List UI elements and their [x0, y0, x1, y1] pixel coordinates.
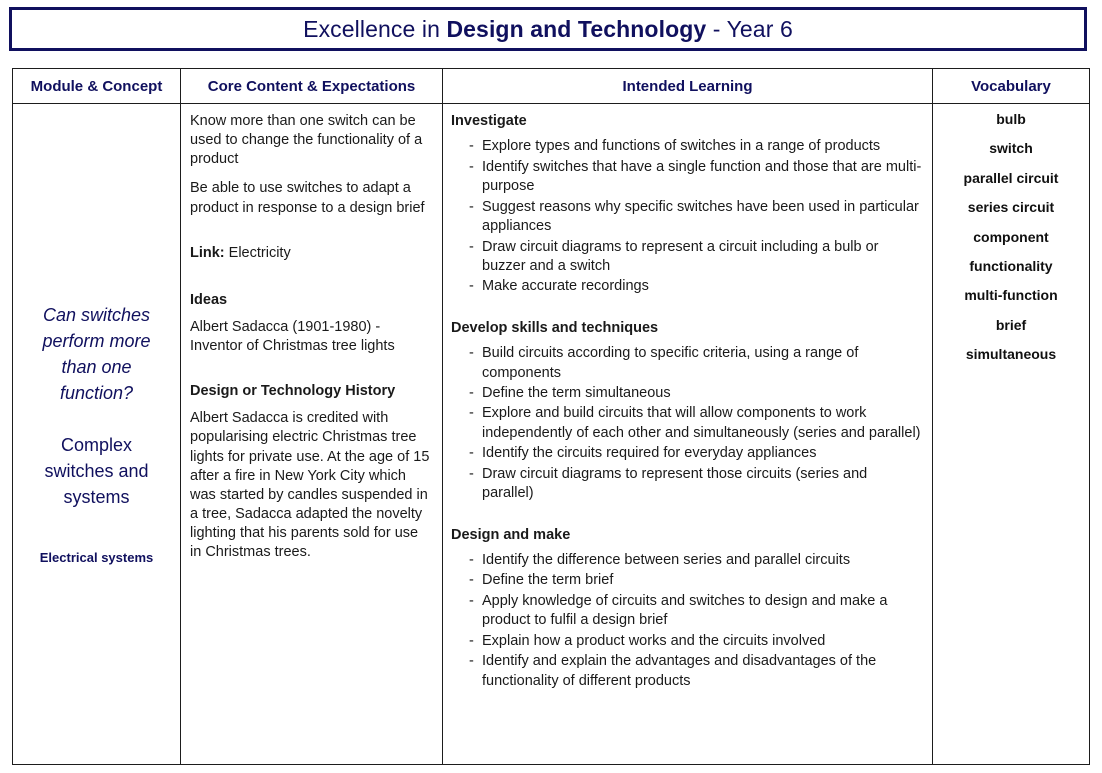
- core-link-value: Electricity: [224, 244, 291, 261]
- list-item: [469, 344, 922, 383]
- column-header-intended-learning: Intended Learning: [443, 69, 933, 104]
- bullet-dash-icon: -: [469, 405, 474, 422]
- cell-vocabulary: [933, 104, 1090, 765]
- list-item: [469, 198, 922, 237]
- list-item-text: Identify switches that have a single function and those that are multi-purpose: [482, 158, 922, 195]
- learning-section-develop-skills: [451, 319, 922, 504]
- list-item-text: Make accurate recordings: [482, 278, 649, 295]
- vocabulary-word: multi-function: [964, 287, 1058, 304]
- section-title: Investigate: [451, 113, 527, 129]
- section-title: Design and make: [451, 526, 571, 543]
- vocabulary-word: simultaneous: [965, 346, 1057, 363]
- list-item: [469, 444, 922, 463]
- curriculum-table: [12, 68, 1090, 765]
- bullet-dash-icon: -: [469, 198, 474, 215]
- page-title: [303, 16, 793, 43]
- spacer: [190, 273, 432, 291]
- list-item-text: Draw circuit diagrams to represent those circuits (series and parallel): [482, 465, 868, 502]
- list-item-text: Draw circuit diagrams to represent a circuit including a bulb or buzzer and a switch: [482, 238, 879, 274]
- list-item: [469, 632, 922, 651]
- list-item-text: Define the term simultaneous: [482, 385, 671, 402]
- learning-objective-list: [451, 551, 922, 691]
- list-item-text: Apply knowledge of circuits and switches to design and make a product to fulfil a design brief: [482, 592, 888, 629]
- title-prefix: Excellence in: [303, 15, 447, 42]
- learning-section-investigate: [451, 112, 922, 297]
- document-title-banner: [9, 7, 1087, 51]
- history-heading: Design or Technology History: [190, 383, 396, 400]
- bullet-dash-icon: -: [469, 632, 474, 649]
- learning-objective-list: [451, 344, 922, 503]
- bullet-dash-icon: -: [469, 138, 474, 155]
- module-name: Complex switches and systems: [44, 435, 149, 508]
- list-item: [469, 384, 922, 403]
- column-header-core-content: Core Content & Expectations: [181, 69, 443, 104]
- list-item-text: Identify the circuits required for everyday appliances: [482, 445, 817, 462]
- bullet-dash-icon: -: [469, 385, 474, 402]
- bullet-dash-icon: -: [469, 653, 474, 670]
- vocabulary-word: brief: [995, 316, 1027, 333]
- learning-section-design-and-make: [451, 526, 922, 691]
- list-item-text: Explore types and functions of switches in a range of products: [482, 138, 881, 155]
- list-item: [469, 465, 922, 504]
- core-expectation-2: Be able to use switches to adapt a product in response to a design brief: [190, 180, 425, 216]
- bullet-dash-icon: -: [469, 592, 474, 609]
- vocabulary-word: series circuit: [967, 199, 1055, 216]
- list-item: [469, 652, 922, 691]
- list-item-text: Build circuits according to specific criteria, using a range of components: [482, 345, 859, 381]
- list-item-text: Identify the difference between series and parallel circuits: [482, 552, 851, 569]
- list-item-text: Explain how a product works and the circuits involved: [482, 632, 826, 649]
- title-subject: Design and Technology: [446, 15, 707, 42]
- cell-core-content: [181, 104, 443, 765]
- list-item-text: Explore and build circuits that will allow components to work independently of each other and simultaneously (series and parallel): [482, 405, 921, 441]
- list-item-text: Define the term brief: [482, 572, 614, 589]
- bullet-dash-icon: -: [469, 345, 474, 362]
- list-item: [469, 238, 922, 277]
- bullet-dash-icon: -: [469, 552, 474, 569]
- bullet-dash-icon: -: [469, 278, 474, 295]
- list-item: [469, 592, 922, 631]
- bullet-dash-icon: -: [469, 158, 474, 175]
- core-link-label: Link:: [190, 244, 225, 261]
- column-header-vocabulary: Vocabulary: [933, 69, 1090, 104]
- list-item: [469, 158, 922, 197]
- cell-module-concept: [13, 104, 181, 765]
- vocabulary-word: parallel circuit: [963, 169, 1059, 186]
- history-text: Albert Sadacca is credited with popularising electric Christmas tree lights for private use. At the age of 15 after a fire in New York City which was started by candles suspended in a tree, Sadacca adapted the novelty lighting that his parents sold for use in Christmas trees.: [190, 410, 430, 561]
- cell-intended-learning: [443, 104, 933, 765]
- title-year: - Year 6: [706, 15, 793, 42]
- section-title: Develop skills and techniques: [451, 319, 659, 336]
- table-header-row: [13, 69, 1090, 104]
- ideas-text: Albert Sadacca (1901-1980) - Inventor of Christmas tree lights: [190, 318, 395, 354]
- vocabulary-word: functionality: [969, 257, 1053, 274]
- bullet-dash-icon: -: [469, 238, 474, 255]
- core-expectation-1: Know more than one switch can be used to change the functionality of a product: [190, 113, 423, 168]
- vocabulary-word: bulb: [996, 111, 1026, 127]
- core-link-line: [190, 244, 432, 263]
- list-item: [469, 137, 922, 156]
- table-row: [13, 104, 1090, 765]
- bullet-dash-icon: -: [469, 465, 474, 482]
- learning-objective-list: [451, 137, 922, 296]
- list-item: [469, 277, 922, 296]
- list-item-text: Identify and explain the advantages and disadvantages of the functionality of different products: [482, 653, 877, 689]
- column-header-module: Module & Concept: [13, 69, 181, 104]
- bullet-dash-icon: -: [469, 445, 474, 462]
- vocabulary-word: switch: [989, 140, 1033, 157]
- list-item-text: Suggest reasons why specific switches have been used in particular appliances: [482, 198, 919, 235]
- list-item: [469, 571, 922, 590]
- vocabulary-word: component: [973, 228, 1049, 245]
- list-item: [469, 404, 922, 443]
- concept-question: Can switches perform more than one function?: [42, 304, 151, 404]
- bullet-dash-icon: -: [469, 572, 474, 589]
- ideas-heading: Ideas: [190, 291, 228, 308]
- module-strand: Electrical systems: [39, 549, 154, 565]
- list-item: [469, 551, 922, 570]
